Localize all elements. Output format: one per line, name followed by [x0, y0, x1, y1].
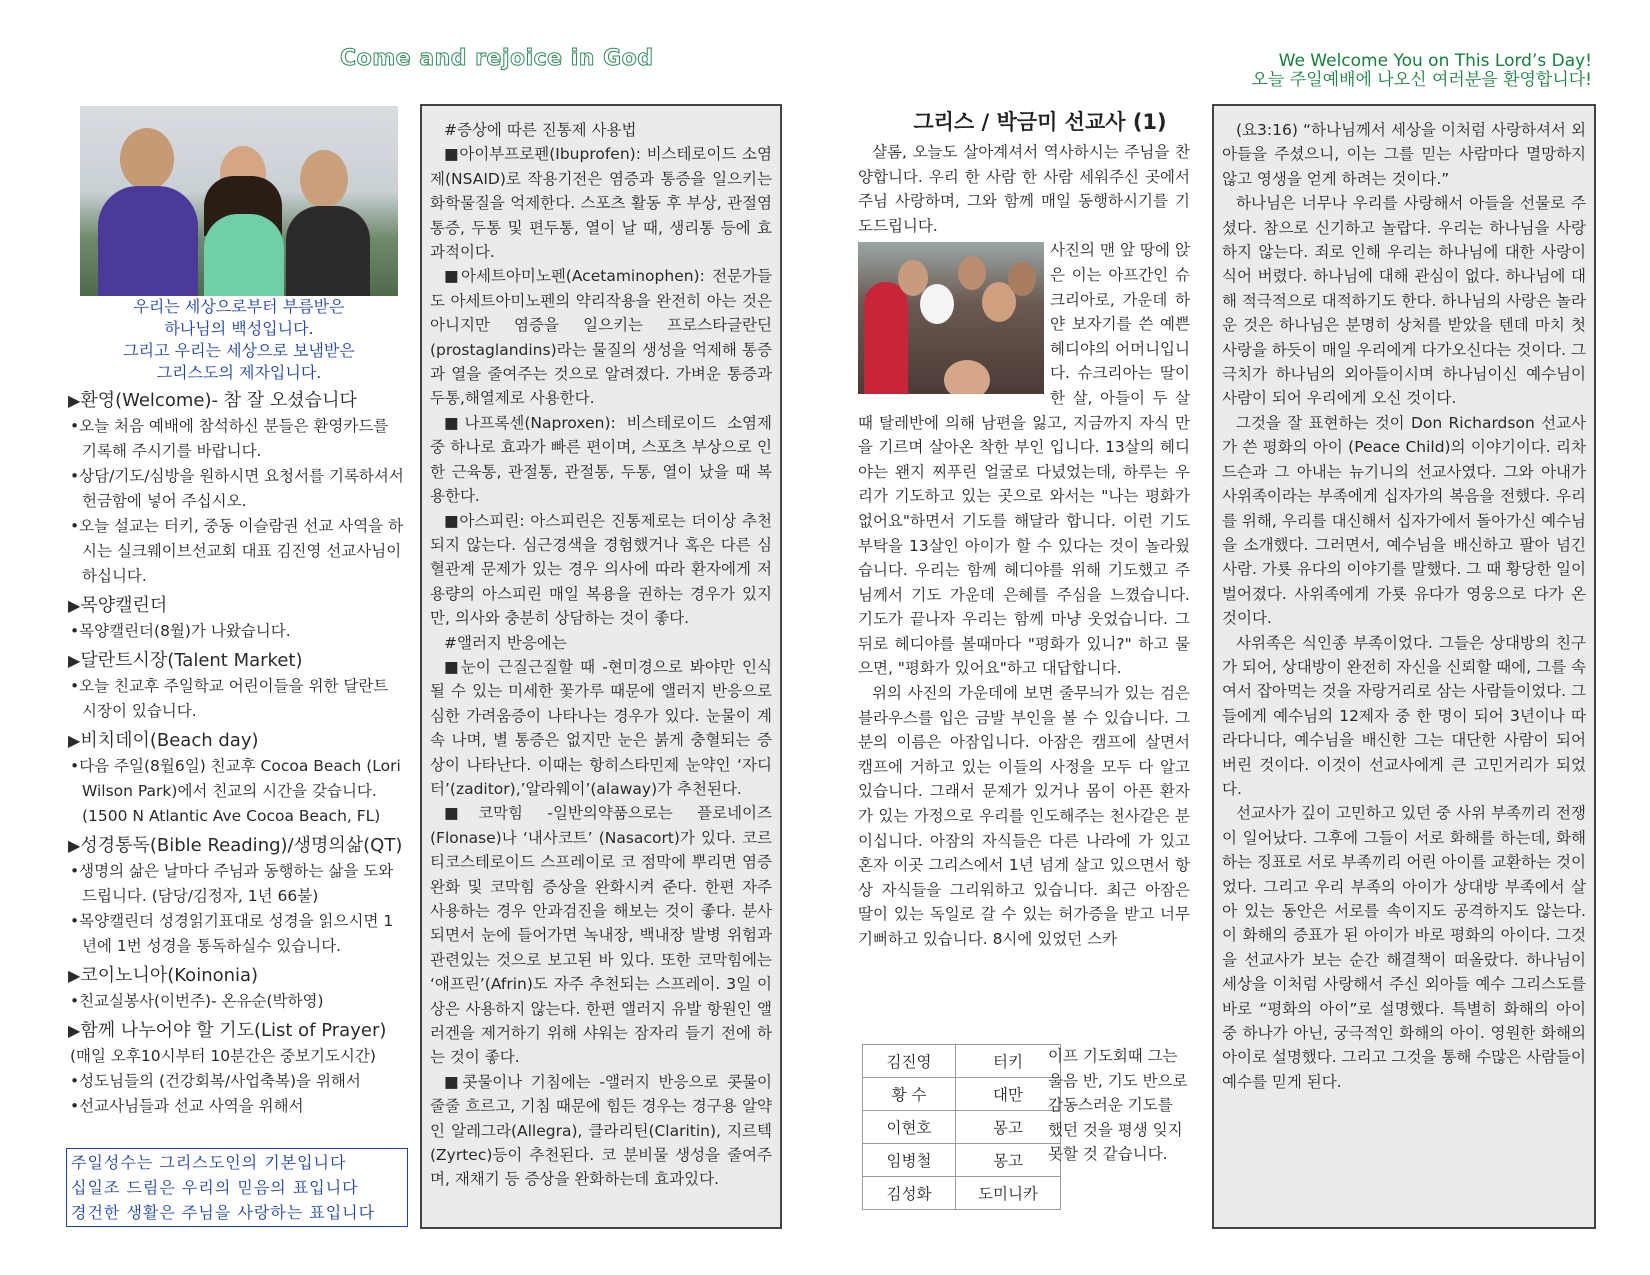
photo-caption	[80, 296, 398, 384]
welcome-english: We Welcome You on This Lord’s Day!	[1278, 51, 1592, 71]
list-item: •오늘 처음 예배에 참석하신 분들은 환영카드를 기록해 주시기를 바랍니다.	[70, 417, 389, 460]
letter-paragraph: 사진의 맨 앞 땅에 앉은 이는 아프간인 슈크리아로, 가운데 하얀 보자기를 쓴 예쁜 헤디야의 어머니입니다. 슈크리아는 딸이 한 살, 아들이 두 살 때 탈레반에 의해 남편을 잃고, 지금까지 자식 만을 기르며 살아온 착한 부인 입니다. 13살의 헤디야는 왠지 찌푸린 얼굴로 다녔었는데, 하루는 우리가 기도하고 있는 곳으로 와서는 "나는 평화가 없어요"하면서 기도를 해달라 합니다. 이런 기도 부탁을 13살인 아이가 할 수 있다는 것이 놀라웠습니다. 우리는 함께 헤디야를 위해 기도했고 주님께서 기도 가운데 은혜를 주심을 느꼈습니다. 기도가 끝나자 우리는 함께 마냥 웃었습니다. 그뒤로 헤디야를 볼때마다 "평화가 있니?" 하고 물으면, "평화가 있어요"하고 대답합니다.	[858, 241, 1190, 678]
slogan-line: 주일성수는 그리스도인의 기본입니다	[71, 1153, 347, 1172]
sermon-essay-box	[1212, 104, 1596, 1229]
list-item: •생명의 삶은 날마다 주님과 동행하는 삶을 도와드립니다. (담당/김정자, 1년 66불)	[70, 862, 394, 905]
section-prayer	[68, 1018, 408, 1119]
article-paragraph: ■아세트아미노펜(Acetaminophen): 전문가들도 아세트아미노펜의 약리작용을 완전히 아는 것은 아니지만 염증을 일으키는 프로스타글란딘(prostaglandins)라는 물질의 생성을 억제해 통증과 열을 줄여주는 것으로 알려졌다. 가벼운 통증과 두통,해열제로 사용한다.	[430, 267, 772, 408]
mission-letter	[858, 140, 1190, 952]
triangle-bullet-icon: ▶	[68, 1021, 81, 1040]
essay-paragraph: (요3:16) “하나님께서 세상을 이처럼 사랑하셔서 외아들을 주셨으니, 이는 그를 믿는 사람마다 멸망하지 않고 영생을 얻게 하려는 것이다.”	[1222, 121, 1586, 188]
caption-line: 하나님의 백성입니다.	[164, 319, 314, 338]
slogan-box	[66, 1148, 408, 1227]
table-row: 김진영 터키	[863, 1045, 1061, 1078]
header-welcome	[1252, 52, 1592, 90]
section-koinonia	[68, 963, 408, 1014]
section-title: 함께 나누어야 할 기도(List of Prayer)	[80, 1020, 387, 1041]
caption-line: 우리는 세상으로부터 부름받은	[133, 297, 345, 316]
caption-line: 그리고 우리는 세상으로 보냄받은	[123, 341, 355, 360]
article-heading: #증상에 따른 진통제 사용법	[444, 121, 637, 139]
list-item: •목양캘린더 성경읽기표대로 성경을 읽으시면 1년에 1번 성경을 통독하실수 있습니다.	[70, 912, 394, 955]
section-title: 코이노니아(Koinonia)	[80, 965, 259, 986]
section-welcome	[68, 388, 408, 589]
article-paragraph: ■코막힘 -일반의약품으로는 플로네이즈(Flonase)나 ‘내사코트’ (Nasacort)가 있다. 코르티코스테로이드 스프레이로 코 점막에 뿌리면 염증완화 및 코막힘 증상을 완화시켜 준다. 한편 자주 사용하는 경우 안과검진을 해보는 것이 좋다. 분사되면서 눈에 들어가면 녹내장, 백내장 발병 위험과 관련있는 것으로 보고된 바 있다. 또한 코막힘에는 ‘애프린’(Afrin)도 자주 추천되는 스프레이. 3일 이상은 사용하지 않는다. 한편 앨러지 유발 항원인 앨러겐을 제거하기 위해 샤워는 잠자리 들기 전에 하는 것이 좋다.	[430, 804, 772, 1067]
triangle-bullet-icon: ▶	[68, 391, 81, 410]
section-talent-market	[68, 648, 408, 724]
list-item: •다음 주일(8월6일) 친교후 Cocoa Beach (Lori Wilson Park)에서 친교의 시간을 갖습니다.(1500 N Atlantic Ave Cocoa Beach, FL)	[70, 757, 401, 825]
refugee-group-photo	[858, 242, 1044, 394]
article-paragraph: ■눈이 근질근질할 때 -현미경으로 봐야만 인식될 수 있는 미세한 꽃가루 때문에 앨러지 반응으로 심한 가려움증이 나타나는 경우가 있다. 눈물이 계속 나며, 별 통증은 없지만 눈은 붉게 충혈되는 증상이 나타난다. 이때는 항히스타민제 눈약인 ‘자디터’(zaditor),’알라웨이’(alaway)가 추천된다.	[430, 657, 772, 798]
list-item: •오늘 설교는 터키, 중동 이슬람권 선교 사역을 하시는 실크웨이브선교회 대표 김진영 선교사님이 하십니다.	[70, 517, 404, 585]
header-left-title: Come and rejoice in God	[340, 46, 654, 71]
health-article-box	[420, 104, 782, 1229]
article-heading: #앨러지 반응에는	[444, 633, 567, 652]
section-beach-day	[68, 728, 408, 829]
list-item: •성도님들의 (건강회복/사업축복)을 위해서	[70, 1072, 361, 1090]
missionary-table	[862, 1044, 1061, 1210]
caption-line: 그리스도의 제자입니다.	[156, 363, 322, 382]
list-item: •선교사님들과 선교 사역을 위해서	[70, 1097, 304, 1115]
announcements-column	[68, 106, 408, 1119]
triangle-bullet-icon: ▶	[68, 651, 81, 670]
prayer-note: (매일 오후10시부터 10분간은 중보기도시간)	[70, 1047, 376, 1065]
table-row: 임병철 몽고	[863, 1144, 1061, 1177]
article-paragraph: ■아이부프로펜(Ibuprofen): 비스테로이드 소염제(NSAID)로 작용기전은 염증과 통증을 일으키는 화학물질을 억제한다. 스포츠 활동 후 부상, 관절염 통증, 두통 및 편두통, 열이 날 때, 생리통 등에 효과적이다.	[430, 145, 772, 262]
triangle-bullet-icon: ▶	[68, 731, 81, 750]
article-paragraph: ■콧물이나 기침에는 -앨러지 반응으로 콧물이 줄줄 흐르고, 기침 때문에 힘든 경우는 경구용 알약인 알레그라(Allegra), 클라리틴(Claritin), 지르텍(Zyrtec)등이 추천된다. 코 분비물 생성을 줄여주며, 재채기 등 증상을 완화하는데 효과있다.	[430, 1072, 772, 1189]
letter-paragraph: 위의 사진의 가운데에 보면 줄무늬가 있는 검은 블라우스를 입은 금발 부인을 볼 수 있습니다. 그분의 이름은 아잠입니다. 아잠은 캠프에 살면서 캠프에 거하고 있는 이들의 사정을 모두 다 알고 있습니다. 그래서 문제가 있거나 몸이 아픈 환자가 있는 가정으로 우리를 인도해주는 천사같은 분이십니다. 아잠의 자식들은 다른 나라에 가 있고 혼자 이곳 그리스에서 1년 넘게 살고 있으면서 항상 자식들을 그리워하고 있습니다. 최근 아잠은 딸이 있는 독일로 갈 수 있는 허가증을 받고 너무 기뻐하고 있습니다. 8시에 있었던 스카	[858, 684, 1190, 948]
section-title: 목양캘린더	[80, 595, 168, 616]
section-title: 성경통독(Bible Reading)/생명의삶(QT)	[80, 835, 403, 856]
letter-intro: 샬롬, 오늘도 살아계셔서 역사하시는 주님을 찬양합니다. 우리 한 사람 한 사람 세워주신 곳에서 주님 사랑하며, 그와 함께 매일 동행하시기를 기도드립니다.	[858, 143, 1190, 235]
article-paragraph: ■나프록센(Naproxen): 비스테로이드 소염제 중 하나로 효과가 빠른 편이며, 스포츠 부상으로 인한 근육통, 관절통, 관절통, 두통, 열이 났을 때 복용한다.	[430, 413, 772, 506]
essay-paragraph: 그것을 잘 표현하는 것이 Don Richardson 선교사가 쓴 평화의 아이 (Peace Child)의 이야기이다. 리차드슨과 그 아내는 뉴기니의 선교사였다. 그와 아내가 사위족이라는 부족에게 십자가의 복음을 전했다. 우리를 위해, 우리를 대신해서 십자가에서 돌아가신 예수님을 소개했다. 그러면서, 예수님을 배신하고 팔아 넘긴 사람. 가룟 유다의 이야기를 말했다. 그 때 황당한 일이 벌어졌다. 사위족에게 가룟 유다가 영웅으로 다가 온 것이다.	[1222, 413, 1586, 628]
table-row: 김성화 도미니카	[863, 1177, 1061, 1210]
section-bible-reading	[68, 833, 408, 959]
mission-letter-title: 그리스 / 박금미 선교사 (1)	[913, 110, 1167, 134]
section-title: 달란트시장(Talent Market)	[80, 650, 303, 671]
essay-paragraph: 하나님은 너무나 우리를 사랑해서 아들을 선물로 주셨다. 참으로 신기하고 놀랍다. 우리는 하나님을 사랑하지 않는다. 죄로 인해 우리는 하나님에 대한 사랑이 식어 버렸다. 하나님에 대해 관심이 없다. 하나님에 대해 적극적으로 대적하기도 한다. 하나님의 사랑은 놀라운 것은 하나님은 분명히 상처를 받았을 텐데 마치 첫사랑을 하듯이 매일 우리에게 다가오신다는 것이다. 그 극치가 하나님의 외아들이시며 하나님이신 예수님이 사람이 되어 우리에게 오신 것이다.	[1222, 194, 1586, 408]
section-title: 비치데이(Beach day)	[80, 730, 259, 751]
triangle-bullet-icon: ▶	[68, 596, 81, 615]
article-paragraph: ■아스피린: 아스피린은 진통제로는 더이상 추천되지 않는다. 심근경색을 경험했거나 혹은 다른 심혈관계 문제가 있는 경우 의사에 따라 환자에게 저용량의 아스피린 매일 복용을 권하는 경우가 있지만, 의사와 충분히 상담하는 것이 좋다.	[430, 511, 772, 628]
section-title: 환영(Welcome)- 참 잘 오셨습니다	[80, 390, 357, 411]
table-row: 이현호 몽고	[863, 1111, 1061, 1144]
list-item: •목양캘린더(8월)가 나왔습니다.	[70, 622, 291, 640]
letter-tail: 이프 기도회때 그는 울음 반, 기도 반으로 감동스러운 기도를 했던 것을 평생 잊지 못할 것 같습니다.	[1048, 1047, 1188, 1164]
essay-paragraph: 선교사가 깊이 고민하고 있던 중 사위 부족끼리 전쟁이 일어났다. 그후에 그들이 서로 화해를 하는데, 화해하는 징표로 서로 부족끼리 어린 아이를 교환하는 것이었다. 그리고 우리 부족의 아이가 상대방 부족에서 살아 있는 동안은 서로를 속이지도 공격하지도 않는다. 이 화해의 증표가 된 아이가 바로 평화의 아이다. 그것을 선교사가 보는 순간 해결책이 떠올랐다. 하나님이 세상을 이처럼 사랑해서 주신 외아들 예수 그리스도를 바로 “평화의 아이”로 설명했다. 특별히 화해의 아이 중 하나가 아닌, 궁극적인 화해의 아이. 영원한 화해의 아이로 설명했다. 그리고 그것을 통해 수많은 사람들이 예수를 믿게 된다.	[1222, 804, 1586, 1091]
list-item: •오늘 친교후 주일학교 어린이들을 위한 달란트 시장이 있습니다.	[70, 677, 389, 720]
list-item: •상담/기도/심방을 원하시면 요청서를 기록하셔서 헌금함에 넣어 주십시오.	[70, 467, 404, 510]
essay-paragraph: 사위족은 식인종 부족이었다. 그들은 상대방의 친구가 되어, 상대방이 완전히 자신을 신뢰할 때에, 그를 속여서 잡아먹는 것을 자랑거리로 삼는 사람들이었다. 그들에게 예수님의 12제자 중 한 명이 되어 3년이나 따라다니다, 예수님을 배신한 그는 대단한 사람이 되어 버린 것이다. 이것이 선교사에게 큰 고민거리가 되었다.	[1222, 633, 1586, 798]
slogan-line: 십일조 드림은 우리의 믿음의 표입니다	[71, 1178, 359, 1197]
slogan-line: 경건한 생활은 주님을 사랑하는 표입니다	[71, 1203, 376, 1222]
section-calendar	[68, 593, 408, 644]
pastor-family-photo	[80, 106, 398, 296]
triangle-bullet-icon: ▶	[68, 966, 81, 985]
list-item: •친교실봉사(이번주)- 온유순(박하영)	[70, 992, 324, 1010]
welcome-korean: 오늘 주일예배에 나오신 여러분을 환영합니다!	[1251, 70, 1592, 90]
triangle-bullet-icon: ▶	[68, 836, 81, 855]
table-row: 황 수 대만	[863, 1078, 1061, 1111]
